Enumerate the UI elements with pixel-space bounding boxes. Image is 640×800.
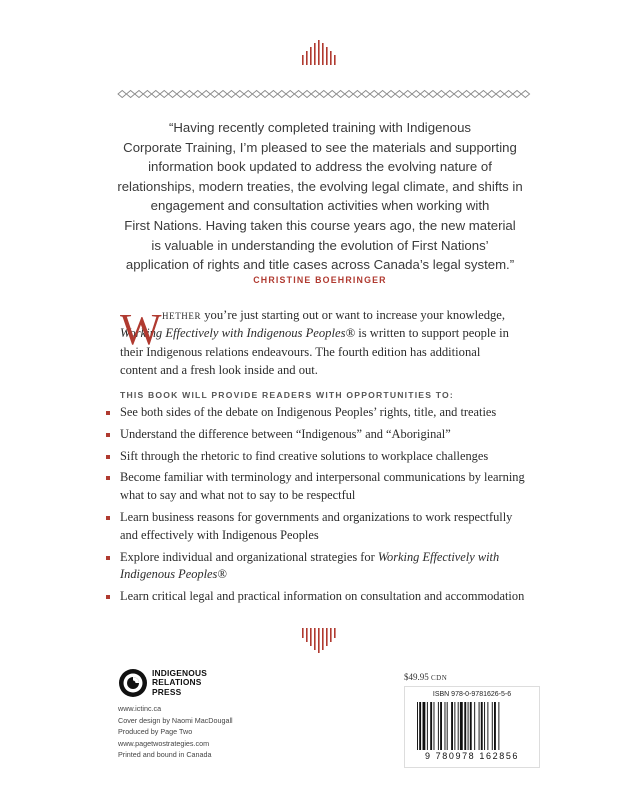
book-title: Working Effectively with Indigenous Peoples®: [120, 326, 356, 341]
list-item: [120, 509, 530, 545]
intro-text: [120, 306, 520, 380]
list-heading: THIS BOOK WILL PROVIDE READERS WITH OPPORTUNITIES TO:: [120, 390, 454, 400]
credit-line: www.ictinc.ca: [118, 704, 162, 713]
price-amount: $49.95: [404, 672, 429, 682]
quote-line: relationships, modern treaties, the evolving legal climate, and shifts in: [117, 178, 523, 194]
bullet-icon: [106, 433, 110, 437]
list-item: [120, 448, 530, 466]
publisher-name-line: PRESS: [152, 686, 182, 697]
opportunities-list: [120, 404, 530, 610]
barcode-bars: [417, 702, 527, 750]
intro-lead-word: hether: [162, 308, 202, 322]
bullet-icon: [106, 476, 110, 480]
intro-text-1: you’re just starting out or want to increase your knowledge,: [201, 308, 506, 322]
bullet-icon: [106, 455, 110, 459]
isbn-text: ISBN 978-0-9781626-5-6: [432, 691, 512, 698]
credits: [118, 703, 318, 761]
intro-text-2: is written to support people in their Indigenous relations endeavours. The fourth edition has additional content and a fresh look inside and out.: [120, 326, 509, 378]
publisher-name-line: INDIGENOUS: [152, 668, 208, 679]
list-item-text: Understand the difference between “Indigenous” and “Aboriginal”: [120, 426, 451, 441]
quote-line: Corporate Training, I’m pleased to see the materials and supporting: [123, 139, 517, 155]
credit-line: Printed and bound in Canada: [118, 750, 212, 760]
credit-line: Produced by Page Two: [118, 727, 193, 737]
publisher-name-line: RELATIONS: [152, 677, 202, 688]
book-title: Working Effectively with Indigenous Peoples®: [120, 549, 500, 582]
quote-line: is valuable in understanding the evolution of First Nations’: [151, 237, 489, 253]
bullet-icon: [106, 516, 110, 520]
diamond-chain-icon: [0, 88, 640, 100]
swirl-logo-icon: [118, 668, 148, 698]
publisher-logo: [118, 668, 207, 698]
barcode: [404, 686, 540, 768]
list-item-text: See both sides of the debate on Indigenous Peoples’ rights, title, and treaties: [120, 405, 497, 419]
list-item-text: Become familiar with terminology and interpersonal communications by learning what to say and what not to say to be respectful: [120, 470, 525, 503]
price-currency: CDN: [431, 674, 448, 682]
list-item: [120, 404, 530, 422]
bullet-icon: [106, 595, 110, 599]
list-item-text: Learn critical legal and practical information on consultation and accommodation: [120, 589, 525, 604]
bullet-icon: [106, 411, 110, 415]
credit-line: www.pagetwostrategies.com: [118, 738, 210, 748]
quote-line: application of rights and title cases across Canada’s legal system.”: [125, 257, 515, 273]
quote-line: information book updated to address the evolving nature of: [148, 159, 492, 175]
fringe-ornament-icon: [0, 627, 640, 653]
list-item: [120, 469, 530, 505]
ean-digits: 9 780978 162856: [424, 751, 520, 761]
price: [404, 672, 447, 682]
list-item: [120, 426, 530, 444]
list-item-text: Sift through the rhetoric to find creative solutions to workplace challenges: [120, 448, 489, 463]
quote-line: “Having recently completed training with Indigenous: [168, 120, 471, 135]
testimonial-quote: [110, 118, 530, 275]
list-item-text: Explore individual and organizational strategies for: [120, 549, 378, 564]
list-item: [120, 588, 530, 606]
credit-line: Cover design by Naomi MacDougall: [118, 715, 233, 725]
quote-line: engagement and consultation activities when working with: [150, 198, 490, 214]
bullet-icon: [106, 556, 110, 560]
list-item-text: Learn business reasons for governments and organizations to work respectfully and effectively with Indigenous Peoples: [120, 509, 513, 542]
intro-paragraph: [120, 306, 520, 380]
quote-line: First Nations. Having taken this course years ago, the new material: [124, 217, 516, 233]
fringe-ornament-icon: [0, 40, 640, 66]
quote-author: CHRISTINE BOEHRINGER: [253, 275, 387, 285]
list-item: [120, 549, 530, 585]
drop-cap: W: [120, 305, 162, 354]
